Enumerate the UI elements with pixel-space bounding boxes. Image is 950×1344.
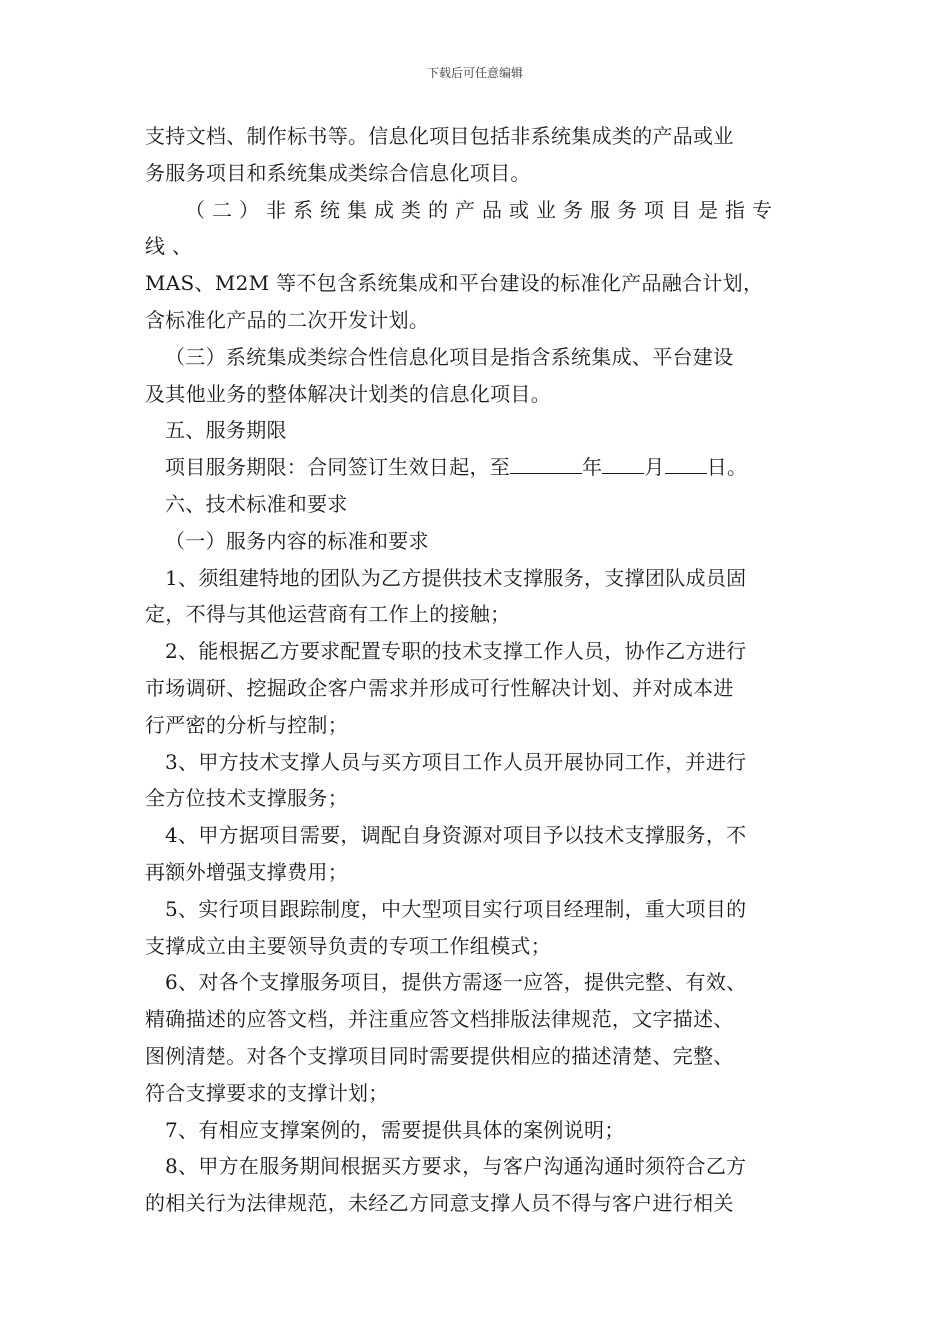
section-3-line: （三）系统集成类综合性信息化项目是指含系统集成、平台建设	[165, 344, 734, 369]
item-6-line: 6、对各个支撑服务项目，提供方需逐一应答，提供完整、有效、	[165, 970, 747, 995]
item-5-line: 支撑成立由主要领导负责的专项工作组模式；	[145, 933, 551, 958]
item-8-line: 的相关行为法律规范，未经乙方同意支撑人员不得与客户进行相关	[145, 1191, 734, 1216]
item-2-line: 市场调研、挖掘政企客户需求并形成可行性解决计划、并对成本进	[145, 675, 734, 700]
section-2-line: 含标准化产品的二次开发计划。	[145, 307, 430, 332]
month-blank	[602, 449, 644, 474]
service-term-prefix: 项目服务期限：合同签订生效日起，至	[165, 455, 511, 480]
item-4-line: 4、甲方据项目需要，调配自身资源对项目予以技术支撑服务，不	[165, 823, 747, 848]
paragraph-line: 务服务项目和系统集成类综合信息化项目。	[145, 160, 531, 185]
item-3-line: 全方位技术支撑服务；	[145, 786, 348, 811]
section-2-line: （二）非系统集成类的产品或业务服务项目是指专线、	[145, 197, 779, 259]
subheading-service-content: （一）服务内容的标准和要求	[165, 528, 429, 553]
item-3-line: 3、甲方技术支撑人员与买方项目工作人员开展协同工作，并进行	[165, 749, 747, 774]
item-6-line: 精确描述的应答文档，并注重应答文档排版法律规范，文字描述、	[145, 1007, 734, 1032]
service-term-line	[145, 449, 813, 486]
item-6-line: 符合支撑要求的支撑计划；	[145, 1080, 389, 1105]
item-1-line: 定，不得与其他运营商有工作上的接触；	[145, 602, 511, 627]
item-2-line: 2、能根据乙方要求配置专职的技术支撑工作人员，协作乙方进行	[165, 639, 747, 664]
item-2-line: 行严密的分析与控制；	[145, 712, 348, 737]
section-2-line: MAS、M2M 等不包含系统集成和平台建设的标准化产品融合计划，	[145, 271, 764, 296]
heading-service-term: 五、服务期限	[165, 418, 287, 443]
item-8-line: 8、甲方在服务期间根据买方要求，与客户沟通沟通时须符合乙方	[165, 1154, 747, 1179]
item-5-line: 5、实行项目跟踪制度，中大型项目实行项目经理制，重大项目的	[165, 896, 747, 921]
item-7-line: 7、有相应支撑案例的，需要提供具体的案例说明；	[165, 1117, 625, 1142]
item-1-line: 1、须组建特地的团队为乙方提供技术支撑服务，支撑团队成员固	[165, 565, 747, 590]
page-header: 下载后可任意编辑	[426, 66, 523, 80]
year-blank	[510, 449, 582, 474]
day-blank	[665, 449, 707, 474]
day-label: 日。	[706, 455, 748, 480]
section-3-line: 及其他业务的整体解决计划类的信息化项目。	[145, 381, 551, 406]
heading-tech-standards: 六、技术标准和要求	[165, 491, 348, 516]
year-label: 年	[582, 455, 603, 480]
item-6-line: 图例清楚。对各个支撑项目同时需要提供相应的描述清楚、完整、	[145, 1043, 734, 1068]
month-label: 月	[644, 455, 665, 480]
item-4-line: 再额外增强支撑费用；	[145, 859, 348, 884]
document-body	[145, 118, 813, 1222]
paragraph-line: 支持文档、制作标书等。信息化项目包括非系统集成类的产品或业	[145, 124, 734, 148]
